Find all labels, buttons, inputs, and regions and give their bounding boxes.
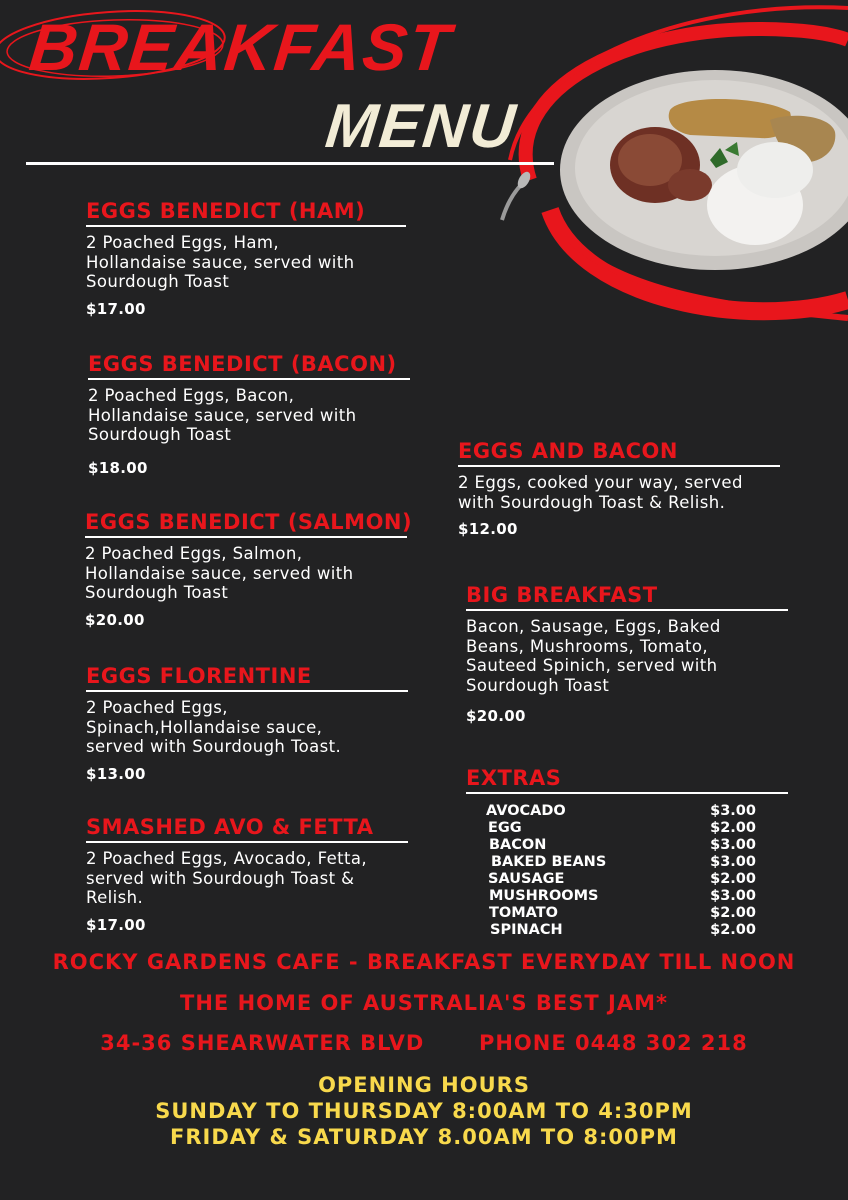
item-divider bbox=[85, 536, 407, 538]
extra-row: BACON $3.00 bbox=[489, 837, 756, 853]
item-name: SMASHED AVO & FETTA bbox=[86, 815, 374, 839]
item-divider bbox=[86, 841, 408, 843]
item-description: Bacon, Sausage, Eggs, Baked Beans, Mushrooms, Tomato, Sauteed Spinich, served with Sourdough Toast bbox=[466, 617, 721, 695]
cafe-line: ROCKY GARDENS CAFE - BREAKFAST EVERYDAY TILL NOON bbox=[52, 950, 796, 974]
address: 34-36 SHEARWATER BLVD bbox=[100, 1031, 425, 1055]
item-divider bbox=[86, 690, 408, 692]
extras-heading: EXTRAS bbox=[466, 766, 562, 790]
item-divider bbox=[466, 792, 788, 794]
item-price: $17.00 bbox=[86, 915, 146, 934]
extra-row: MUSHROOMS $3.00 bbox=[489, 888, 756, 904]
menu-item-smashed-avo bbox=[86, 814, 408, 934]
item-divider bbox=[86, 225, 406, 227]
item-price: $12.00 bbox=[458, 520, 518, 538]
item-name: BIG BREAKFAST bbox=[466, 583, 658, 607]
extra-row: BAKED BEANS $3.00 bbox=[491, 854, 756, 870]
item-name: EGGS BENEDICT (HAM) bbox=[86, 199, 366, 223]
menu-item-eggs-benedict-bacon bbox=[88, 351, 410, 477]
item-divider bbox=[458, 465, 780, 467]
menu-item-eggs-benedict-salmon bbox=[85, 509, 413, 629]
extras-list bbox=[486, 803, 766, 939]
title-divider bbox=[26, 162, 554, 165]
item-price: $20.00 bbox=[85, 610, 145, 629]
item-name: EGGS BENEDICT (SALMON) bbox=[85, 510, 413, 534]
menu-item-eggs-benedict-ham bbox=[86, 198, 406, 318]
phone: PHONE 0448 302 218 bbox=[478, 1031, 748, 1055]
item-divider bbox=[88, 378, 410, 380]
item-divider bbox=[466, 609, 788, 611]
item-description: 2 Poached Eggs, Bacon, Hollandaise sauce, served with Sourdough Toast bbox=[88, 386, 357, 444]
title-breakfast: BREAKFAST bbox=[26, 10, 456, 84]
opening-hours-heading: OPENING HOURS bbox=[318, 1073, 530, 1097]
menu-item-eggs-florentine bbox=[86, 663, 408, 783]
item-name: EGGS AND BACON bbox=[458, 439, 678, 463]
extras-section bbox=[466, 765, 788, 794]
menu-item-big-breakfast bbox=[466, 582, 788, 725]
item-price: $20.00 bbox=[466, 707, 526, 725]
item-description: 2 Poached Eggs, Avocado, Fetta, served with Sourdough Toast & Relish. bbox=[86, 849, 368, 907]
menu-item-eggs-and-bacon bbox=[458, 438, 780, 538]
opening-hours-weekdays: SUNDAY TO THURSDAY 8:00AM TO 4:30PM bbox=[155, 1099, 693, 1123]
extra-row: SAUSAGE $2.00 bbox=[488, 871, 756, 887]
contact-line bbox=[0, 1031, 848, 1055]
extra-row: AVOCADO $3.00 bbox=[486, 803, 756, 819]
opening-hours-weekend: FRIDAY & SATURDAY 8.00AM TO 8:00PM bbox=[170, 1125, 678, 1149]
item-price: $18.00 bbox=[88, 458, 148, 477]
extra-row: TOMATO $2.00 bbox=[489, 905, 756, 921]
tagline: THE HOME OF AUSTRALIA'S BEST JAM* bbox=[180, 991, 668, 1015]
item-description: 2 Poached Eggs, Ham, Hollandaise sauce, served with Sourdough Toast bbox=[86, 233, 355, 291]
item-description: 2 Eggs, cooked your way, served with Sourdough Toast & Relish. bbox=[458, 473, 743, 512]
extra-row: EGG $2.00 bbox=[488, 820, 756, 836]
plate-photo bbox=[490, 0, 848, 330]
item-description: 2 Poached Eggs, Salmon, Hollandaise sauce, served with Sourdough Toast bbox=[85, 544, 354, 602]
title-menu: MENU bbox=[322, 92, 521, 161]
item-price: $13.00 bbox=[86, 764, 146, 783]
item-description: 2 Poached Eggs, Spinach,Hollandaise sauce, served with Sourdough Toast. bbox=[86, 698, 342, 756]
extra-row: SPINACH $2.00 bbox=[490, 922, 756, 938]
item-price: $17.00 bbox=[86, 299, 146, 318]
item-name: EGGS BENEDICT (BACON) bbox=[88, 352, 397, 376]
item-name: EGGS FLORENTINE bbox=[86, 664, 312, 688]
